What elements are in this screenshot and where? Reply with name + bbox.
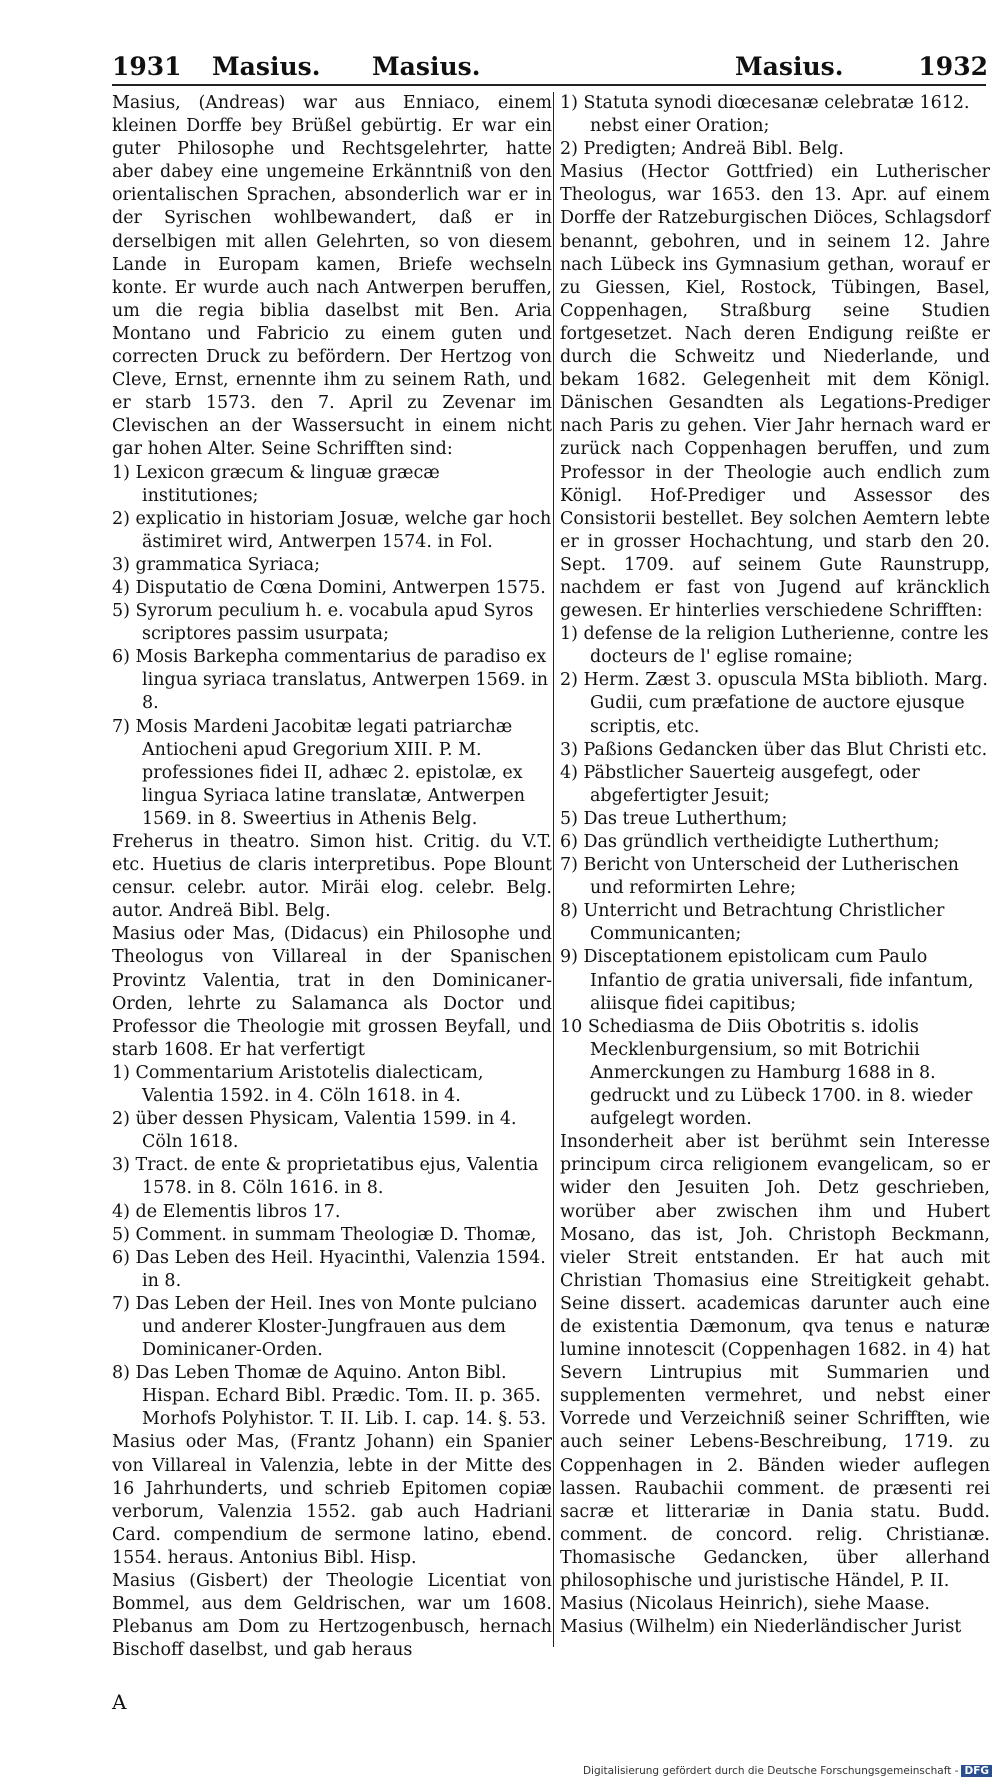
digitization-credit bbox=[583, 1765, 992, 1777]
list-item: 10 Schediasma de Diis Obotritis s. idolis Mecklenburgensium, so mit Botrichii Anmerckungen zu Hamburg 1688 in 8. gedruckt und zu Lübeck 1700. in 8. wieder aufgelegt worden. bbox=[560, 1016, 973, 1130]
right-column bbox=[560, 92, 990, 1639]
list-item: 1) Lexicon græcum & linguæ græcæ institutiones; bbox=[112, 462, 440, 506]
list-item: 3) Tract. de ente & proprietatibus ejus, Valentia 1578. in 8. Cöln 1616. in 8. bbox=[112, 1155, 539, 1199]
list-item: 2) Herm. Zæst 3. opuscula MSta biblioth. Marg. Gudii, cum præfatione de auctore ejusque scriptis, etc. bbox=[560, 670, 988, 737]
list-item: 6) Das Leben des Heil. Hyacinthi, Valenzia 1594. in 8. bbox=[112, 1247, 546, 1291]
list-item: 7) Bericht von Unterscheid der Lutherischen und reformirten Lehre; bbox=[560, 855, 959, 899]
list-item: 1) Statuta synodi diœcesanæ celebratæ 1612. nebst einer Oration; bbox=[560, 93, 970, 137]
list-item: 5) Syrorum peculium h. e. vocabula apud Syros scriptores passim usurpata; bbox=[112, 601, 534, 645]
list-item: 4) Disputatio de Cœna Domini, Antwerpen 1575. bbox=[112, 577, 546, 598]
list-item: 6) Das gründlich vertheidigte Lutherthum; bbox=[560, 832, 940, 852]
digitization-credit-text: Digitalisierung gefördert durch die Deutsche Forschungsgemeinschaft - bbox=[582, 1765, 959, 1777]
list-item: 2) explicatio in historiam Josuæ, welche gar hoch ästimiret wird, Antwerpen 1574. in Fol. bbox=[112, 508, 552, 552]
paragraph: Masius (Wilhelm) ein Niederländischer Jurist bbox=[560, 1617, 962, 1638]
paragraph: Masius oder Mas, (Frantz Johann) ein Spanier von Villareal in Valenzia, lebte in der Mitte des 16 Jahrhunderts, und schrieb Epitomen copiæ verborum, Valenzia 1552. gab auch Hadriani Card. compendium de sermone latino, ebend. 1554. heraus. Antonius Bibl. Hisp. bbox=[112, 1432, 552, 1568]
dfg-logo: DFG bbox=[961, 1765, 992, 1777]
running-head-right: Masius. bbox=[735, 52, 844, 81]
list-item: 5) Das treue Lutherthum; bbox=[560, 808, 788, 829]
list-item: 1) Commentarium Aristotelis dialecticam, Valentia 1592. in 4. Cöln 1618. in 4. bbox=[112, 1062, 484, 1107]
column-divider bbox=[553, 92, 554, 1647]
paragraph: Insonderheit aber ist berühmt sein Interesse principum circa religionem evangelicam, so er wider den Jesuiten Joh. Detz geschrieben, worüber aber zwischen ihm und Hubert Mosano, das ist, Joh. Christoph Beckmann, vieler Streit entstanden. Er hat auch mit Christian Thomasius eine Streitigkeit gehabt. Seine dissert. academicas darunter auch eine de existentia Dæmonum, qva tenus e naturæ lumine innotescit (Coppenhagen 1682. in 4) hat Severn Lintrupius mit Summarien und supplementen vermehret, und nebst einer Vorrede und Verzeichniß seiner Schrifften, wie auch seiner Lebens-Beschreibung, 1719. zu Coppenhagen in 2. Bänden wieder auflegen lassen. Raubachii comment. de præsenti rei sacræ et litterariæ in Dania statu. Budd. comment. de concord. relig. Christianæ. Thomasische Gedancken, über allerhand philosophische und juristische Händel, P. II. bbox=[560, 1132, 990, 1591]
paragraph: Masius oder Mas, (Didacus) ein Philosophe und Theologus von Villareal in der Spanischen Provintz Valentia, trat in den Dominicaner-Orden, lehrte zu Salamanca als Doctor und Professor die Theologie mit grossen Beyfall, und starb 1608. Er hat verfertigt bbox=[112, 924, 552, 1060]
paragraph: Freherus in theatro. Simon hist. Critig. du V.T. etc. Huetius de claris interpretibus. Pope Blount censur. celebr. autor. Miräi elog. celebr. Belg. autor. Andreä Bibl. Belg. bbox=[112, 832, 552, 922]
page-number-left: 1931 bbox=[112, 52, 182, 81]
running-head-center: Masius. bbox=[372, 52, 481, 81]
paragraph: Masius (Gisbert) der Theologie Licentiat von Bommel, aus dem Geldrischen, war um 1608. Plebanus am Dom zu Hertzogenbusch, hernach Bischoff daselbst, und gab heraus bbox=[112, 1571, 552, 1661]
list-item: 4) Päbstlicher Sauerteig ausgefegt, oder abgefertigter Jesuit; bbox=[560, 762, 920, 806]
list-item: 3) Paßions Gedancken über das Blut Christi etc. bbox=[560, 739, 988, 760]
list-item: 7) Mosis Mardeni Jacobitæ legati patriarchæ Antiocheni apud Gregorium XIII. P. M. professiones fidei II, adhæc 2. epistolæ, ex lingua Syriaca latine translatæ, Antwerpen 1569. in 8. Sweertius in Athenis Belg. bbox=[112, 716, 526, 829]
list-item: 2) Predigten; Andreä Bibl. Belg. bbox=[560, 139, 844, 160]
list-item: 1) defense de la religion Lutherienne, contre les docteurs de l' eglise romaine; bbox=[560, 624, 989, 668]
list-item: 8) Das Leben Thomæ de Aquino. Anton Bibl. Hispan. Echard Bibl. Prædic. Tom. II. p. 365. Morhofs Polyhistor. T. II. Lib. I. cap. 14. §. 53. bbox=[112, 1363, 547, 1430]
list-item: 4) de Elementis libros 17. bbox=[112, 1201, 341, 1222]
paragraph: Masius (Nicolaus Heinrich), siehe Maase. bbox=[560, 1594, 930, 1615]
page-number-right: 1932 bbox=[918, 52, 988, 81]
list-item: 5) Comment. in summam Theologiæ D. Thomæ, bbox=[112, 1224, 537, 1245]
running-head-left: Masius. bbox=[212, 52, 321, 81]
list-item: 3) grammatica Syriaca; bbox=[112, 554, 320, 575]
list-item: 6) Mosis Barkepha commentarius de paradiso ex lingua syriaca translatus, Antwerpen 1569. in 8. bbox=[112, 647, 549, 714]
paragraph: Masius (Hector Gottfried) ein Lutherischer Theologus, war 1653. den 13. Apr. auf einem Dorffe der Ratzeburgischen Diöces, Schlagsdorf benannt, gebohren, und in seinem 12. Jahre nach Lübeck ins Gymnasium gethan, worauf er zu Giessen, Kiel, Rostock, Tübingen, Basel, Coppenhagen, Straßburg seine Studien fortgesetzet. Nach deren Endigung reißte er durch die Schweitz und Niederlande, und bekam 1682. Gelegenheit mit dem Königl. Dänischen Gesandten als Legations-Prediger nach Paris zu gehen. Vier Jahr hernach ward er zurück nach Coppenhagen beruffen, und zum Professor in der Theologie auch endlich zum Königl. Hof-Prediger und Assessor des Consistorii bestellet. Bey solchen Aemtern lebte er in grosser Hochachtung, und starb den 20. Sept. 1709. auf seinem Gute Raunstrupp, nachdem er fast von Jugend auf kräncklich gewesen. Er hinterlies verschiedene Schrifften: bbox=[560, 162, 990, 622]
paragraph: Masius, (Andreas) war aus Enniaco, einem kleinen Dorffe bey Brüßel gebürtig. Er war ein guter Philosophe und Rechtsgelehrter, hatte aber dabey eine ungemeine Erkänntniß von den orientalischen Sprachen, absonderlich war er in der Syrischen wohlbewandert, daß er in derselbigen mit allen Gelehrten, so von diesem Lande in Europam kamen, Briefe wechseln konte. Er wurde auch nach Antwerpen beruffen, um die regia biblia daselbst mit Ben. Aria Montano und Fabricio zu einem guten und correcten Druck zu befördern. Der Hertzog von Cleve, Ernst, ernennte ihm zu seinem Rath, und er starb 1573. den 7. April zu Zevenar im Clevischen an der Wassersucht in einem nicht gar hohen Alter. Seine Schrifften sind: bbox=[112, 93, 552, 460]
list-item: 7) Das Leben der Heil. Ines von Monte pulciano und anderer Kloster-Jungfrauen aus dem Dominicaner-Orden. bbox=[112, 1293, 538, 1361]
list-item: 8) Unterricht und Betrachtung Christlicher Communicanten; bbox=[560, 901, 945, 945]
header-rule bbox=[112, 84, 986, 86]
left-column bbox=[112, 92, 552, 1662]
list-item: 9) Disceptationem epistolicam cum Paulo Infantio de gratia universali, fide infantum, aliisque fidei capitibus; bbox=[560, 947, 974, 1014]
list-item: 2) über dessen Physicam, Valentia 1599. in 4. Cöln 1618. bbox=[112, 1109, 517, 1153]
signature-mark: A bbox=[112, 1690, 127, 1714]
